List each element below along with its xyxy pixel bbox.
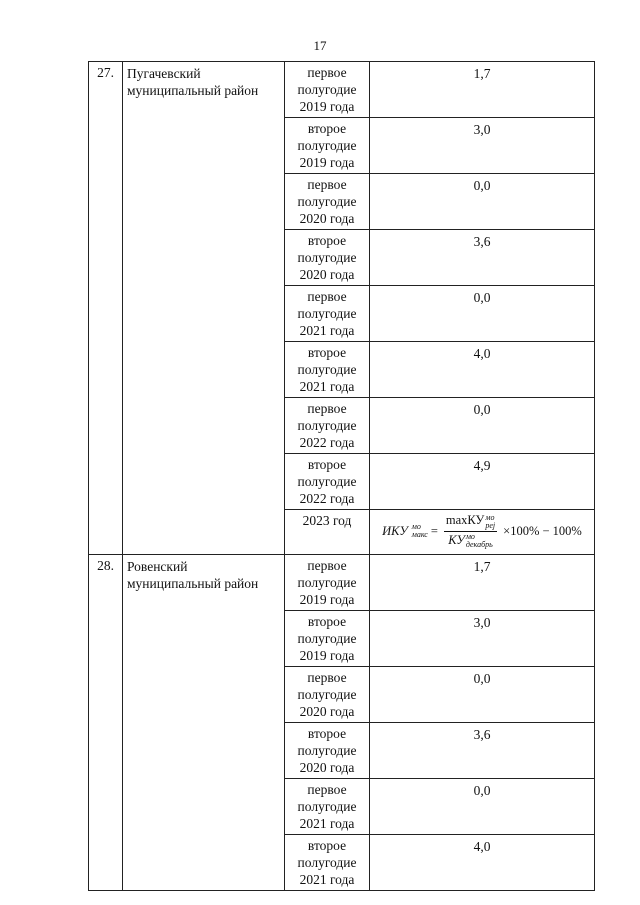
value-cell: 4,0 — [370, 835, 595, 891]
period-cell: первое полугодие 2021 года — [285, 286, 370, 342]
period-cell: первое полугодие 2020 года — [285, 174, 370, 230]
period-cell: второе полугодие 2019 года — [285, 118, 370, 174]
period-cell: второе полугодие 2021 года — [285, 835, 370, 891]
period-cell: первое полугодие 2019 года — [285, 62, 370, 118]
period-cell: первое полугодие 2021 года — [285, 779, 370, 835]
period-cell: первое полугодие 2020 года — [285, 667, 370, 723]
value-cell: 3,0 — [370, 611, 595, 667]
fraction: maxКУ мо pej КУ мо декабрь — [445, 512, 496, 549]
period-cell: первое полугодие 2019 года — [285, 555, 370, 611]
period-cell: первое полугодие 2022 года — [285, 398, 370, 454]
table-row — [89, 62, 595, 118]
district-name: Ровенский муниципальный район — [123, 555, 285, 891]
value-cell: 0,0 — [370, 174, 595, 230]
value-cell: 1,7 — [370, 555, 595, 611]
page-number: 17 — [313, 38, 327, 53]
formula: ИКУ мо макс = maxКУ мо pej КУ мо декабрь ×100% − 100% — [382, 512, 582, 549]
section-number: 28. — [89, 555, 123, 891]
value-cell: 3,0 — [370, 118, 595, 174]
value-cell: 3,6 — [370, 723, 595, 779]
period-cell: второе полугодие 2019 года — [285, 611, 370, 667]
indicator-table — [88, 61, 595, 891]
value-cell: 0,0 — [370, 667, 595, 723]
value-cell: 1,7 — [370, 62, 595, 118]
period-cell: второе полугодие 2020 года — [285, 723, 370, 779]
value-cell: 0,0 — [370, 779, 595, 835]
formula-cell — [370, 510, 595, 555]
district-name: Пугачевский муниципальный район — [123, 62, 285, 555]
period-cell: второе полугодие 2021 года — [285, 342, 370, 398]
table-row — [89, 555, 595, 611]
value-cell: 4,9 — [370, 454, 595, 510]
period-cell: второе полугодие 2020 года — [285, 230, 370, 286]
value-cell: 4,0 — [370, 342, 595, 398]
period-cell: 2023 год — [285, 510, 370, 555]
period-cell: второе полугодие 2022 года — [285, 454, 370, 510]
value-cell: 0,0 — [370, 286, 595, 342]
section-number: 27. — [89, 62, 123, 555]
value-cell: 0,0 — [370, 398, 595, 454]
value-cell: 3,6 — [370, 230, 595, 286]
